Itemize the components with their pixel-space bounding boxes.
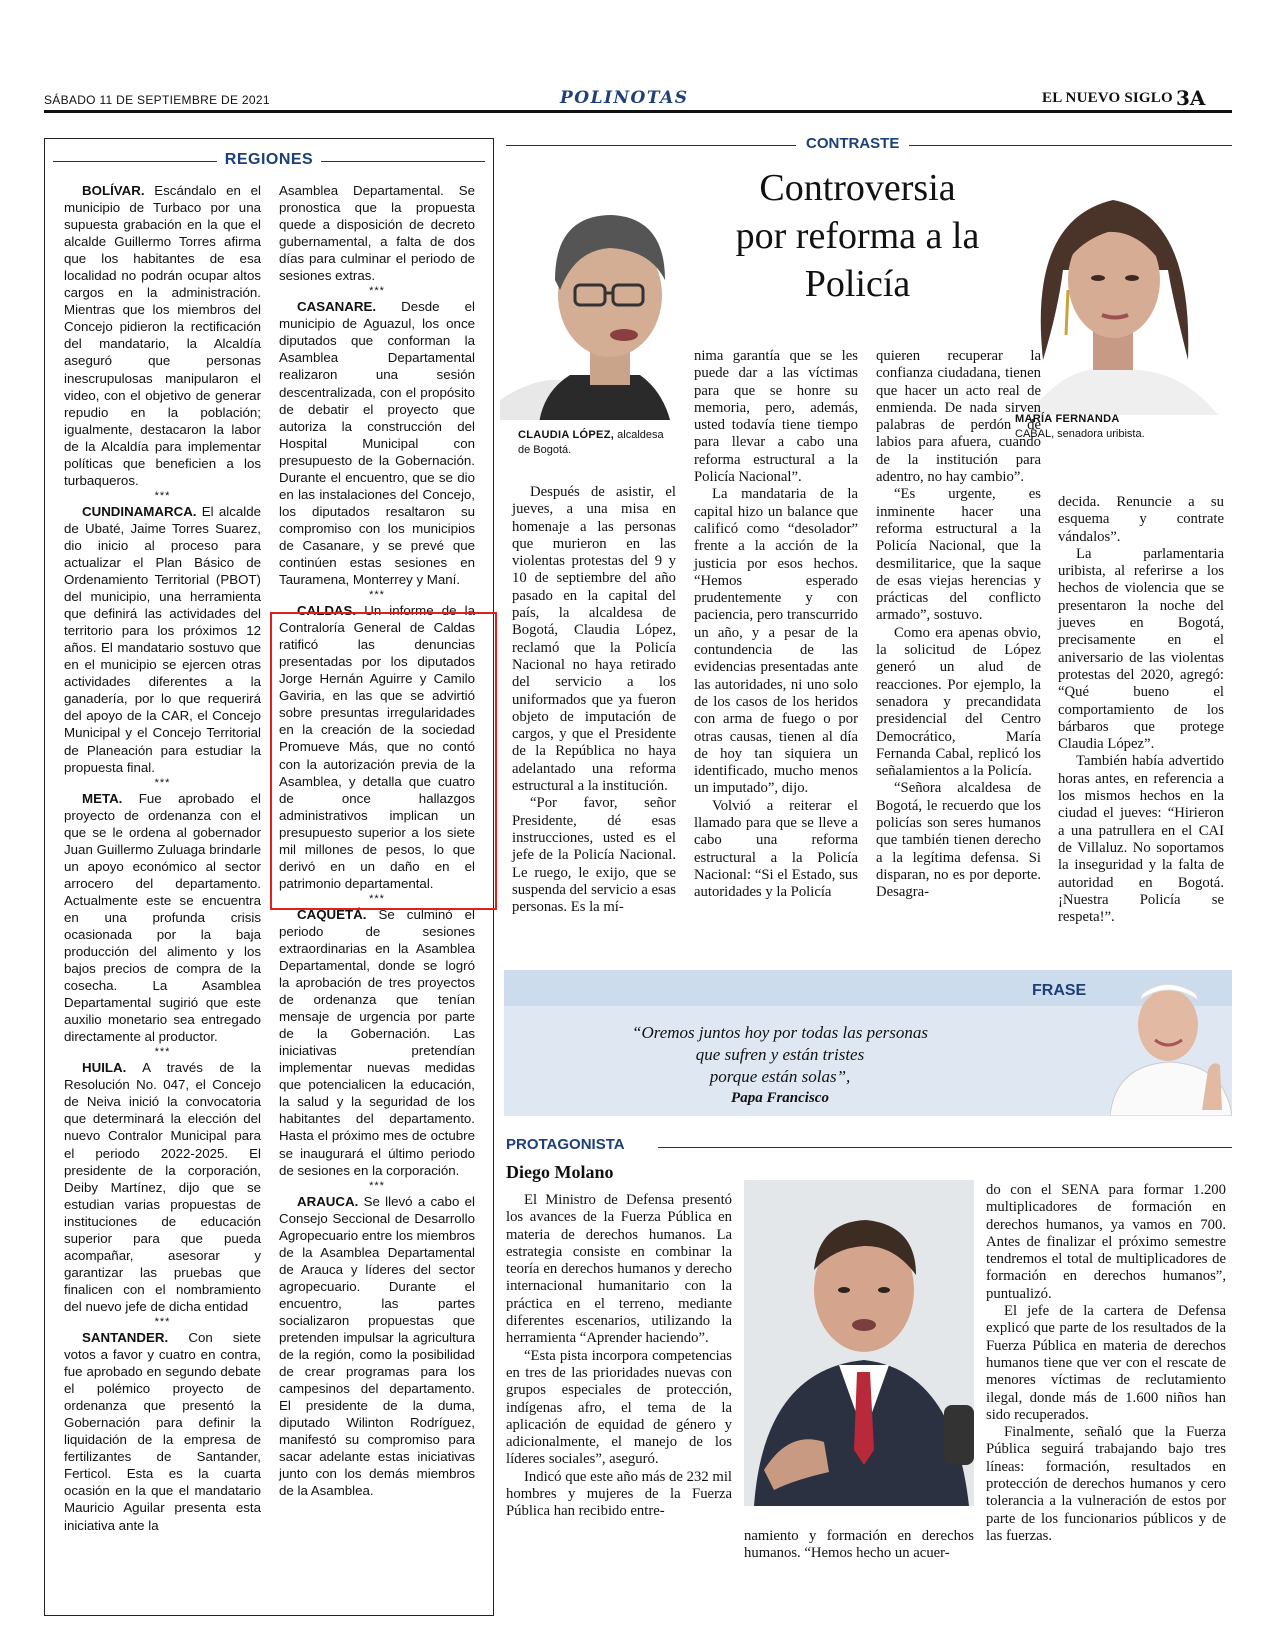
contraste-column-1: Después de asistir, el jueves, a una misa en homenaje a las personas que murieron en las violentas protestas del 9 y 10 de septiembre del año pasado en la capital del país, la alcaldesa de Bogotá, Claudia López, reclamó que la Policía Nacional no haya retirado del servicio a los uniformados que ya fueron objeto de imputación de cargos, y que el Presidente de la República no haya adelantado una reforma estructural a la institución. “Por favor, señor Presidente, dé esas instrucciones, usted es el jefe de la Policía Nacional. Le ruego, le exijo, que se suspenda del servicio a esas personas. Es la mí-: [512, 484, 676, 916]
separator: ***: [154, 1316, 171, 1328]
caption-claudia-lopez: CLAUDIA LÓPEZ, alcaldesa de Bogotá.: [518, 429, 664, 456]
protagonista-rule: [658, 1147, 1232, 1148]
frase-label: FRASE: [1032, 982, 1087, 999]
contraste-column-4: decida. Renuncie a su esquema y contrate vándalos”. La parlamentaria uribista, al referirse a los hechos de violencia que se presentaron la noche del jueves en Bogotá, precisamente en el aniversario de las violentas protestas del 2020, agregó: “Qué bueno el comportamiento de los bárbaros que protege Claudia López”. También había advertido horas antes, en referencia a los mismos hechos en la ciudad el jueves: “Hirieron a una patrullera en el CAI de Villaluz. No soportamos la inseguridad y la falta de autoridad en Bogotá. ¡Nuestra Policía se respeta!”.: [1058, 494, 1224, 926]
protagonista-label: PROTAGONISTA: [506, 1136, 625, 1153]
diego-molano-photo: [744, 1180, 974, 1506]
separator: ***: [369, 285, 385, 298]
regiones-column-1: [64, 182, 261, 1534]
newspaper-name: EL NUEVO SIGLO: [1042, 90, 1173, 106]
separator: ***: [154, 776, 171, 789]
caption-maria-fernanda-cabal: MARÍA FERNANDA CABAL, senadora uribista.: [1015, 413, 1145, 440]
claudia-lopez-photo: [500, 160, 680, 420]
frase-author: Papa Francisco: [731, 1090, 829, 1106]
article-cundinamarca: CUNDINAMARCA. El alcalde de Ubaté, Jaime Torres Suarez, dio inicio al proceso para actualizar el Plan Básico de Ordenamiento Territorial (PBOT) del municipio, una herramienta que definirá las actividades del territorio para los próximos 12 años. El mandatario sostuvo que en el municipio se ejercen otras actividades diferentes a la ganadería, por lo que requerirá del apoyo de la CAR, el Concejo Municipal y el Concejo Territorial de Planeación para estudiar la propuesta final.: [64, 503, 261, 775]
article-casanare: CASANARE. Desde el municipio de Aguazul, los once diputados que conforman la Asamblea Departamental realizaron una sesión descentralizada, con el propósito de debatir el proyecto que autoriza la construcción del Hospital Municipal con presupuesto de la Gobernación. Durante el encuentro, que se dio en las instalaciones del Concejo, los diputados resaltaron su compromiso con los municipios de Casanare, y se prevé que continúen estas sesiones en Tauramena, Monterrey y Maní.: [279, 299, 475, 588]
section-name: POLINOTAS: [560, 88, 689, 108]
contraste-rule: [506, 145, 796, 146]
page-date: SÁBADO 11 DE SEPTIEMBRE DE 2021: [44, 93, 270, 107]
separator: ***: [154, 489, 171, 502]
article-santander-cont: Asamblea Departamental. Se pronostica que la propuesta quede a disposición de decreto gubernamental, a falta de dos días para culminar el periodo de sesiones extras.: [279, 183, 475, 284]
contraste-title: Controversia por reforma a la Policía: [735, 167, 980, 305]
article-santander: SANTANDER. Con siete votos a favor y cuatro en contra, fue aprobado en segundo debate el polémico proyecto de ordenanza que presentó la Gobernación para definir la liquidación de la empresa de fertilizantes de Santander, Ferticol. Esta es la cuarta ocasión en la que el mandatario Mauricio Aguilar presenta esta iniciativa ante la: [64, 1330, 261, 1533]
protagonista-name: Diego Molano: [506, 1162, 614, 1182]
regiones-header: [53, 151, 485, 171]
separator: ***: [369, 1179, 385, 1192]
contraste-column-3: quieren recuperar la confianza ciudadana, tienen que hacer un acto real de enmienda. De nada sirven palabras de perdón de labios para afuera, cuando de la institución para adentro, no hay cambio”. “Es urgente, es inminente hacer una reforma estructural a la Policía Nacional, que la desmilitarice, que la saque de esas viejas herencias y prácticas del conflicto armado”, sostuvo. Como era apenas obvio, la solicitud de López generó un alud de reacciones. Por ejemplo, la senadora y precandidata presidencial del Centro Democrático, María Fernanda Cabal, replicó los señalamientos a la Policía. “Señora alcaldesa de Bogotá, le recuerdo que los policías son seres humanos que también tienen derecho a la legítima defensa. Si disparan, no es por deporte. Desagra-: [876, 348, 1041, 901]
papa-francisco-photo: [1110, 970, 1232, 1116]
article-arauca: ARAUCA. Se llevó a cabo el Consejo Seccional de Desarrollo Agropecuario entre los miembros de la Asamblea Departamental de Arauca y líderes del sector agropecuario. Durante el encuentro, las partes socializaron propuestas que pretenden impulsar la agricultura de la región, como la posibilidad de crear programas para los campesinos del departamento. El presidente de la duma, diputado Wilinton Rodríguez, manifestó su compromiso para sacar adelante estas iniciativas junto con los demás miembros de la Asamblea.: [279, 1193, 475, 1499]
protagonista-column-3: do con el SENA para formar 1.200 multiplicadores de formación en derechos humanos, ya vamos en 700. Antes de finalizar el próximo semestre tendremos el total de multiplicadores de formación en derechos humanos”, puntualizó. El jefe de la cartera de Defensa explicó que parte de los resultados de la Fuerza Pública en materia de derechos humanos tiene que ver con el rescate de menores víctimas de reclutamiento ilegal, donde más de 1.600 niños han sido recuperados. Finalmente, señaló que la Fuerza Pública seguirá trabajando bajo tres líneas: formación, resultados en protección de derechos humanos y cero tolerancia a la vulneración de estos por parte de los funcionarios públicos y de las fuerzas.: [986, 1182, 1226, 1544]
maria-fernanda-cabal-photo: [1008, 160, 1232, 415]
article-meta: META. Fue aprobado el proyecto de ordenanza con el que se le ordena al gobernador Juan Guillermo Zuluaga brindarle un apoyo económico al sector arrocero del departamento. Actualmente este se encuentra en una profunda crisis ocasionada por la baja producción del alimento y los bajos precios de compra de la cosecha. La Asamblea Departamental sugirió que este auxilio monetario sea entregado directamente al productor.: [64, 790, 261, 1045]
article-bolivar: BOLÍVAR. Escándalo en el municipio de Turbaco por una supuesta grabación en la que el alcalde Guillermo Torres afirma que los habitantes de esa localidad no podrán ocupar altos cargos en la administración. Mientras que los miembros del Concejo pidieron la rectificación del mandatario, la Alcaldía aseguró que personas inescrupulosas manipularon el video, con el objetivo de generar repudio en la población; igualmente, destacaron la labor de la Alcaldía para implementar políticas que beneficien a los turbaqueros.: [64, 183, 261, 488]
protagonista-column-2: namiento y formación en derechos humanos. “Hemos hecho un acuer-: [744, 1528, 974, 1562]
article-huila: HUILA. A través de la Resolución No. 047, el Concejo de Neiva inició la convocatoria que determinará la elección del nuevo Contralor Municipal para el periodo 2022-2025. El presidente de la corporación, Deiby Martínez, dijo que se estudian varias propuestas de instituciones de educación superior para que pueda acompañar, asesorar y garantizar las pruebas que finalicen con el nombramiento del nuevo jefe de dicha entidad: [64, 1060, 261, 1314]
separator: ***: [369, 589, 385, 602]
contraste-rule: [909, 145, 1232, 146]
protagonista-column-1: El Ministro de Defensa presentó los avances de la Fuerza Pública en materia de derechos humanos. La estrategia consiste en combinar la teoría en derechos humanos y derecho internacional humanitario con la práctica en el terreno, mediante diferentes escenarios, utilizando la herramienta “Aprender haciendo”. “Esta pista incorpora competencias en tres de las prioridades nuevas con grupos especiales de protección, indígenas afro, el tema de la aplicación de equidad de género y adicionalmente, el manejo de los líderes sociales”, aseguró. Indicó que este año más de 232 mil hombres y mujeres de la Fuerza Pública han recibido entre-: [506, 1192, 732, 1520]
page-number: 3A: [1176, 86, 1206, 110]
separator: ***: [369, 892, 385, 905]
contraste-label: CONTRASTE: [806, 135, 900, 152]
caldas-highlight-box[interactable]: [270, 612, 497, 910]
contraste-column-2: nima garantía que se les puede dar a las víctimas para que se honre su memoria, pero, además, usted todavía tiene tiempo para llevar a cabo una reforma estructural a la Policía Nacional”. La mandataria de la capital hizo un balance que calificó como “desolador” frente a la acción de la justicia por esos hechos. “Hemos esperado prudentemente y con paciencia, pero transcurrido un año, y a pesar de la contundencia de las evidencias presentadas ante las autoridades, ni uno solo de los casos de los heridos con arma de fuego o por otras causas, tienen al día de hoy tan siquiera un identificado, mucho menos un imputado”, dijo. Volvió a reiterar el llamado para que se lleve a cabo una reforma estructural a la Policía Nacional: “Si el Estado, sus autoridades y la Policía: [694, 348, 858, 901]
frase-quote: “Oremos juntos hoy por todas las personas que sufren y están tristes porque están solas”,: [632, 1023, 928, 1086]
article-caqueta: CAQUETÁ. Se culminó el periodo de sesiones extraordinarias en la Asamblea Departamental, donde se logró la aprobación de tres proyectos de ordenanza que tenían mensaje de urgencia por parte de la Gobernación. Las iniciativas pretendían implementar nuevas medidas que potencialicen la educación, la salud y la seguridad de los habitantes del departamento. Hasta el próximo mes de octubre se inaugurará el último periodo de sesiones en la corporación.: [279, 906, 475, 1178]
header-rule: [44, 110, 1232, 113]
separator: ***: [154, 1046, 171, 1059]
article-caldas: CALDAS. Un informe de la Contraloría General de Caldas ratificó las denuncias presentadas por los diputados Jorge Hernán Aguirre y Camilo Gaviria, en las que se advirtió sobre presuntas irregularidades en la creación de la sociedad Promueve Más, que no contó con la autorización previa de la Asamblea, y detalla que cuatro de once hallazgos administrativos implican un presupuesto superior a los siete mil millones de pesos, lo que derivó en un daño en el patrimonio departamental.: [279, 603, 475, 891]
regiones-title: REGIONES: [217, 151, 321, 168]
